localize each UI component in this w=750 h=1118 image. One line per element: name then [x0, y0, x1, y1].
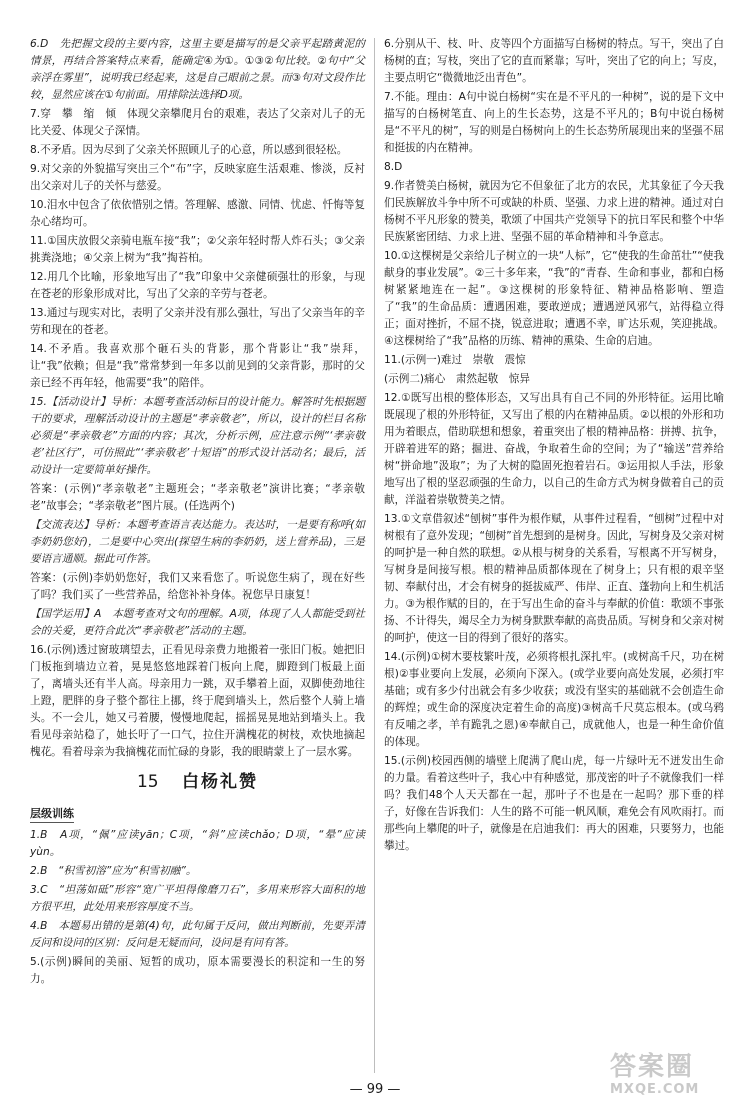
- section-label: 层级训练: [30, 805, 74, 823]
- answer-item: 8.D: [384, 161, 403, 173]
- answer-item: 7.不能。理由：A句中说白杨树“实在是不平凡的一种树”，说的是下文中描写的白杨树笔直、向上的生长态势，这是不平凡的；B句中说白杨树是“不平凡的树”，写的则是白杨树向上的生长态势所展现出来的坚强不屈和挺拔的内在精神。: [384, 91, 724, 154]
- right-column: [384, 36, 724, 857]
- watermark-logo: [610, 1052, 730, 1108]
- answer-item: 1.B A项，“佩”应读yān；C项，“斜”应读chǎo；D项，“晕”应读yùn。: [30, 829, 365, 858]
- answer-item: 13.①文章借叙述“刨树”事件为根作赋，从事件过程看，“刨树”过程中对树根有了意外发现；“刨树”首先想到的是树身。因此，写树身及父亲对树的呵护是一种自然的联想。②从根与树身的关系看，写根离不开写树身，写树身是间接写根。根的精神品质都体现在了树身上；只有根的艰辛坚韧、奉献付出，才会有树身的挺拔威严、伟岸、正直、蓬勃向上和生机活力。③为根作赋的目的，在于写出生命的奋斗与奉献的价值：歌颂不事张扬、不计得失，竭尽全力为树身默默奉献的高贵品质。写树身和父亲对树的呵护，使这一目的得到了很好的落实。: [384, 513, 724, 644]
- answer-item: 12.①既写出根的整体形态，又写出具有自己不同的外形特征。运用比喻既展现了根的外形特征，又写出了根的内在精神品质。②以根的外形和功用为着眼点，借助联想和想象，着重突出了根的精神品格：拼搏、抗争，开辟着进军的路；掘进、奋战，争取着生命的空间；为了“输送”营养给树“拼命地”汲取”；为了大树的隐固死抱着岩石。③运用拟人手法，形象地写出了根的坚忍顽强的生命力，以自己的生命方式为树身做着自己的贡献，洋溢着崇敬赞美之情。: [384, 392, 724, 506]
- right-answers: [384, 36, 724, 855]
- answer-item: 10.泪水中包含了依依惜别之情。答理解、感激、同情、忧虑、忏悔等复杂心绪均可。: [30, 199, 365, 228]
- left-answers-bottom: [30, 827, 365, 988]
- answer-item: 6.D 先把握文段的主要内容，这里主要是描写的是父亲平起踏黄泥的情景，再结合答案特点来看，能确定④为①。①③②句比较。②句中“父亲浮在雾里”，说明我已经起来，这是自己眼前之景。而③句对文段作比较，显然应该在①句前面。用排除法选择D项。: [30, 38, 365, 101]
- answer-item: 11.(示例一)难过 崇敬 震惊: [384, 354, 526, 366]
- answer-item: (示例二)痛心 肃然起敬 惊异: [384, 373, 530, 385]
- watermark-url: MXQE.COM: [610, 1082, 700, 1097]
- answer-item: 12.用几个比喻，形象地写出了“我”印象中父亲健硕强壮的形象，与现在苍老的形象形成对比，写出了父亲的辛劳与苍老。: [30, 271, 365, 300]
- answer-item: 【交流表达】导析：本题考查语言表达能力。表达时，一是要有称呼(如李奶奶您好)，二是要中心突出(探望生病的李奶奶，送上营养品)，三是要语言通顺。据此可作答。: [30, 519, 365, 565]
- left-answers-top: [30, 36, 365, 761]
- answer-item: 3.C “坦荡如砥”形容“宽广平坦得像磨刀石”，多用来形容大面积的地方很平坦，此处用来形容厚度不当。: [30, 884, 365, 913]
- answer-item: 7.穿 攀 缩 倾 体现父亲攀爬月台的艰难，表达了父亲对儿子的无比关爱、体现父子深情。: [30, 108, 365, 137]
- column-divider: [374, 38, 375, 1073]
- lesson-number: 15: [136, 772, 159, 792]
- answer-item: 11.①国庆放假父亲骑电瓶车接“我”；②父亲年轻时帮人炸石头；③父亲挑粪浇地；④父亲上树为“我”掏苔柏。: [30, 235, 365, 264]
- answer-item: 答案：(示例)“孝亲敬老”主题班会；“孝亲敬老”演讲比赛；“孝亲敬老”故事会；“孝亲敬老”图片展。(任选两个): [30, 483, 365, 512]
- lesson-title-text: 白杨礼赞: [182, 772, 259, 792]
- answer-item: 8.不矛盾。因为尽到了父亲关怀照顾儿子的心意，所以感到很轻松。: [30, 144, 348, 156]
- answer-item: 10.①这棵树是父亲给儿子树立的一块“人标”，它“使我的生命茁壮”“使我献身的事业发展”。②三十多年来，“我”的“青春、生命和事业，都和白杨树紧紧地连在一起”。③这棵树的形象特征、精神品格影响、塑造了“我”的生命品质：遭遇困难，要敢逆成；遭遇逆风邪气，站得稳立得正；面对挫折，不屈不挠，锐意进取；遭遇不幸，旷达乐观，笑迎挑战。④这棵树给了“我”品格的历练、精神的熏染、生命的启迪。: [384, 250, 724, 347]
- watermark-text: 答案圈: [610, 1052, 695, 1082]
- answer-item: 答案：(示例)李奶奶您好，我们又来看您了。听说您生病了，现在好些了吗？我们买了一些营养品，给您补补身体。祝您早日康复！: [30, 572, 365, 601]
- answer-item: 6.分别从干、枝、叶、皮等四个方面描写白杨树的特点。写干，突出了白杨树的直；写枝，突出了它的直而紧靠；写叶，突出了它的向上；写皮，主要点明它“微微地泛出青色”。: [384, 38, 724, 84]
- answer-item: 14.(示例)①树木要枝繁叶茂，必须将根扎深扎牢。(或树高千尺，功在树根)②事业要向上发展，必须向下深入。(或学业要向高处发展，必须打牢基础；或有多少付出就会有多少收获；或没有坚实的基础就不会创造生命的辉煌；或生命的深度决定着生命的高度)③树高千尺莫忘根本。(或乌鸦有反哺之孝，羊有跪乳之恩)④奉献自己，成就他人，也是一种生命价值的体现。: [384, 651, 724, 748]
- answer-item: 5.(示例)瞬间的美丽、短暂的成功，原本需要漫长的积淀和一生的努力。: [30, 956, 365, 985]
- answer-item: 9.对父亲的外貌描写突出三个“布”字，反映家庭生活艰难、惨淡，反衬出父亲对儿子的关怀与慈爱。: [30, 163, 365, 192]
- left-column: [30, 36, 365, 990]
- answer-item: 13.通过与现实对比，表明了父亲并没有那么强壮，写出了父亲当年的辛劳和现在的苍老。: [30, 307, 365, 336]
- page-number: — 99 —: [349, 1082, 401, 1097]
- answer-item: 9.作者赞美白杨树，就因为它不但象征了北方的农民，尤其象征了今天我们民族解放斗争中所不可或缺的朴质、坚强、力求上进的精神。通过对白杨树不平凡形象的赞美，歌颂了中国共产党领导下的抗日军民和整个中华民族紧密团结、力求上进、坚强不屈的革命精神和斗争意志。: [384, 180, 724, 243]
- answer-item: 14.不矛盾。我喜欢那个砸石头的背影，那个背影让“我”崇拜，让“我”依赖；但是“我”常常梦到一年多以前见到的父亲背影，那时的父亲已经不再年轻，他需要“我”的陪伴。: [30, 343, 365, 389]
- answer-item: 15.【活动设计】导析：本题考查活动标目的设计能力。解答时先根据题干的要求，理解活动设计的主题是“孝亲敬老”，所以，设计的栏目名称必须是“孝亲敬老”方面的内容；其次，分析示例，应注意示例“‘孝亲敬老’社区行”，可仿照此“‘孝亲敬老’十短语”的形式设计活动名；最后，活动设计一定要简单好操作。: [30, 396, 365, 476]
- answer-item: 2.B “积雪初溶”应为“积雪初融”。: [30, 865, 197, 877]
- answer-item: 4.B 本题易出错的是第(4)句，此句属于反问，做出判断前，先要弄清反问和设问的区别：反问是无疑而问，设问是有问有答。: [30, 920, 365, 949]
- answer-item: 16.(示例)透过窗玻璃望去，正看见母亲费力地搬着一张旧门板。她把旧门板拖到墙边立着，晃晃悠悠地踩着门板向上爬，脚蹬到门板最上面了，离墙头还有半人高。母亲用力一跳，双手攀着上面，双脚使劲地往上蹬，肥胖的身子整个都往上挪，终于爬到墙头上，然后整个人骑上墙头。不一会儿，她又弓着腰，慢慢地爬起，摇摇晃晃地站到墙头上。我看见母亲站稳了，她长吁了一口气，拉住开满槐花的树枝，欢快地摘起槐花。看着母亲为我摘槐花而忙碌的身影，我的眼睛蒙上了一层水雾。: [30, 644, 365, 758]
- answer-item: 15.(示例)校园西侧的墙壁上爬满了爬山虎，每一片绿叶无不迸发出生命的力量。看着这些叶子，我心中有种感觉，那茂密的叶子不就像我们一样吗？我们48个人天天都在一起，那叶子不也是在一起吗？那下垂的样子，好像在告诉我们：人生的路不可能一帆风顺，难免会有风吹雨打。而那些向上攀爬的叶子，就像是在启迪我们：再大的困难，只要努力，也能攀过。: [384, 755, 724, 852]
- lesson-title: [30, 771, 365, 793]
- answer-item: 【国学运用】A 本题考查对文句的理解。A项，体现了人人都能受到社会的关爱，更符合此次“孝亲敬老”活动的主题。: [30, 608, 365, 637]
